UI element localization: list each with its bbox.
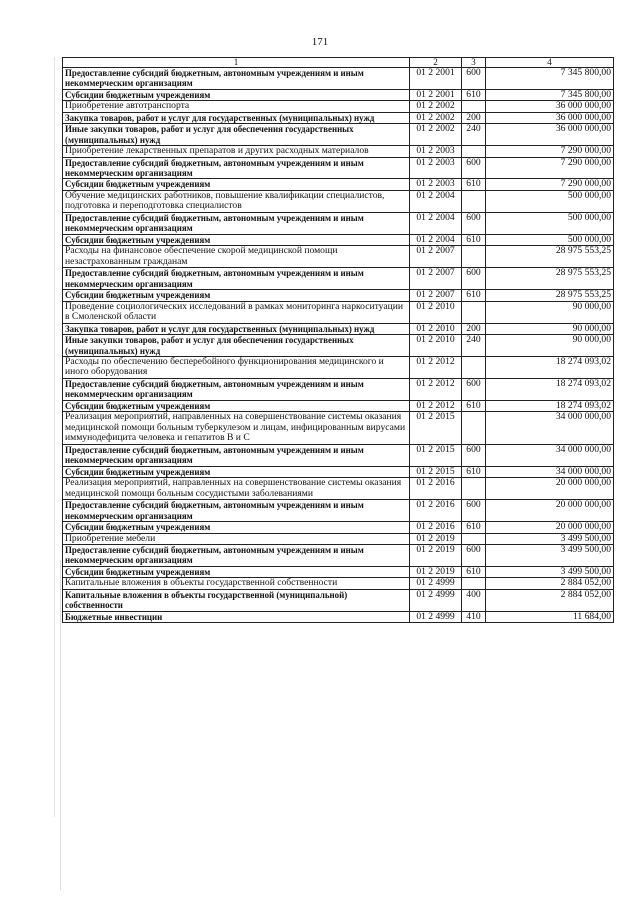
row-code-cell: 01 2 2003: [410, 157, 462, 179]
row-amount-cell: 11 684,00: [486, 611, 614, 623]
column-header-expense-type: 3: [462, 58, 486, 68]
table-row: [63, 356, 614, 378]
row-name-cell: Предоставление субсидий бюджетным, автономным учреждениям и иным некоммерческим организациям: [63, 212, 410, 234]
row-amount-cell: 34 000 000,00: [486, 445, 614, 467]
row-expense-type-cell: [462, 412, 486, 445]
row-amount-cell: 36 000 000,00: [486, 112, 614, 124]
row-code-cell: 01 2 2004: [410, 190, 462, 212]
row-name-cell: Предоставление субсидий бюджетным, автономным учреждениям и иным некоммерческим организациям: [63, 268, 410, 290]
row-expense-type-cell: 610: [462, 289, 486, 301]
row-amount-cell: 7 290 000,00: [486, 145, 614, 157]
row-code-cell: 01 2 2012: [410, 400, 462, 412]
page-number: 171: [311, 36, 329, 48]
table-row: [63, 301, 614, 323]
row-name-cell: Субсидии бюджетным учреждениям: [63, 466, 410, 478]
row-code-cell: 01 2 2010: [410, 323, 462, 335]
row-code-cell: 01 2 2019: [410, 566, 462, 578]
column-header-name: 1: [63, 58, 410, 68]
row-name-cell: Капитальные вложения в объекты государственной собственности: [63, 578, 410, 590]
row-expense-type-cell: [462, 356, 486, 378]
row-expense-type-cell: [462, 190, 486, 212]
row-amount-cell: 20 000 000,00: [486, 522, 614, 534]
table-row: [63, 545, 614, 567]
row-expense-type-cell: 240: [462, 335, 486, 357]
row-code-cell: 01 2 2001: [410, 89, 462, 101]
row-code-cell: 01 2 2007: [410, 289, 462, 301]
row-name-cell: Расходы по обеспечению бесперебойного функционирования медицинского и иного оборудования: [63, 356, 410, 378]
table-row: [63, 379, 614, 401]
row-code-cell: 01 2 2015: [410, 412, 462, 445]
row-name-cell: Бюджетные инвестиции: [63, 611, 410, 623]
row-name-cell: Приобретение мебели: [63, 533, 410, 545]
row-expense-type-cell: 610: [462, 566, 486, 578]
table-header-row: [63, 58, 614, 68]
row-expense-type-cell: 600: [462, 379, 486, 401]
table-row: [63, 323, 614, 335]
table-row: [63, 89, 614, 101]
row-name-cell: Обучение медицинских работников, повышение квалификации специалистов, подготовка и переподготовка специалистов: [63, 190, 410, 212]
row-expense-type-cell: 610: [462, 234, 486, 246]
row-name-cell: Проведение социологических исследований в рамках мониторинга наркоситуации в Смоленской области: [63, 301, 410, 323]
row-code-cell: 01 2 2016: [410, 500, 462, 522]
row-name-cell: Субсидии бюджетным учреждениям: [63, 89, 410, 101]
table-row: [63, 234, 614, 246]
row-name-cell: Субсидии бюджетным учреждениям: [63, 566, 410, 578]
row-name-cell: Приобретение лекарственных препаратов и других расходных материалов: [63, 145, 410, 157]
table-row: [63, 578, 614, 590]
table-row: [63, 478, 614, 500]
row-code-cell: 01 2 2012: [410, 379, 462, 401]
row-code-cell: 01 2 2003: [410, 145, 462, 157]
row-amount-cell: 3 499 500,00: [486, 566, 614, 578]
row-code-cell: 01 2 2012: [410, 356, 462, 378]
row-expense-type-cell: 600: [462, 157, 486, 179]
row-amount-cell: 7 290 000,00: [486, 179, 614, 191]
row-name-cell: Иные закупки товаров, работ и услуг для обеспечения государственных (муниципальных) нужд: [63, 335, 410, 357]
table-row: [63, 522, 614, 534]
row-code-cell: 01 2 4999: [410, 578, 462, 590]
row-amount-cell: 18 274 093,02: [486, 400, 614, 412]
row-code-cell: 01 2 2016: [410, 478, 462, 500]
row-expense-type-cell: 610: [462, 400, 486, 412]
column-header-code: 2: [410, 58, 462, 68]
row-code-cell: 01 2 2010: [410, 301, 462, 323]
row-expense-type-cell: [462, 301, 486, 323]
row-expense-type-cell: 600: [462, 268, 486, 290]
row-expense-type-cell: 200: [462, 323, 486, 335]
row-amount-cell: 2 884 052,00: [486, 589, 614, 611]
row-amount-cell: 7 290 000,00: [486, 157, 614, 179]
row-code-cell: 01 2 2004: [410, 234, 462, 246]
budget-table: [62, 57, 614, 623]
table-row: [63, 335, 614, 357]
row-name-cell: Капитальные вложения в объекты государственной (муниципальной) собственности: [63, 589, 410, 611]
row-amount-cell: 18 274 093,02: [486, 356, 614, 378]
row-code-cell: 01 2 2007: [410, 268, 462, 290]
row-name-cell: Реализация мероприятий, направленных на совершенствование системы оказания медицинской помощи больным туберкулезом и лицам, инфицированным вирусами иммунодефицита человека и гепатитов В и С: [63, 412, 410, 445]
row-code-cell: 01 2 2015: [410, 445, 462, 467]
row-amount-cell: 3 499 500,00: [486, 533, 614, 545]
row-name-cell: Субсидии бюджетным учреждениям: [63, 400, 410, 412]
row-amount-cell: 500 000,00: [486, 234, 614, 246]
row-name-cell: Предоставление субсидий бюджетным, автономным учреждениям и иным некоммерческим организациям: [63, 68, 410, 90]
table-row: [63, 500, 614, 522]
row-code-cell: 01 2 2016: [410, 522, 462, 534]
row-name-cell: Предоставление субсидий бюджетным, автономным учреждениям и иным некоммерческим организациям: [63, 545, 410, 567]
table-body: [63, 68, 614, 623]
row-code-cell: 01 2 2002: [410, 112, 462, 124]
row-amount-cell: 28 975 553,25: [486, 268, 614, 290]
row-amount-cell: 36 000 000,00: [486, 101, 614, 113]
row-expense-type-cell: 600: [462, 212, 486, 234]
row-expense-type-cell: 610: [462, 179, 486, 191]
row-expense-type-cell: 600: [462, 445, 486, 467]
row-amount-cell: 2 884 052,00: [486, 578, 614, 590]
table-row: [63, 466, 614, 478]
row-expense-type-cell: 600: [462, 500, 486, 522]
row-name-cell: Субсидии бюджетным учреждениям: [63, 289, 410, 301]
table-row: [63, 400, 614, 412]
row-code-cell: 01 2 2007: [410, 246, 462, 268]
table-row: [63, 145, 614, 157]
row-expense-type-cell: [462, 578, 486, 590]
row-name-cell: Приобретение автотранспорта: [63, 101, 410, 113]
table-row: [63, 268, 614, 290]
row-amount-cell: 18 274 093,02: [486, 379, 614, 401]
table-row: [63, 611, 614, 623]
row-expense-type-cell: 240: [462, 124, 486, 146]
row-code-cell: 01 2 2002: [410, 124, 462, 146]
row-name-cell: Субсидии бюджетным учреждениям: [63, 522, 410, 534]
row-code-cell: 01 2 2019: [410, 545, 462, 567]
row-name-cell: Расходы на финансовое обеспечение скорой медицинской помощи незастрахованным гражданам: [63, 246, 410, 268]
scan-shadow: [60, 560, 61, 890]
row-expense-type-cell: 600: [462, 68, 486, 90]
row-amount-cell: 20 000 000,00: [486, 500, 614, 522]
row-name-cell: Предоставление субсидий бюджетным, автономным учреждениям и иным некоммерческим организациям: [63, 445, 410, 467]
scan-shadow: [54, 57, 55, 817]
row-name-cell: Субсидии бюджетным учреждениям: [63, 179, 410, 191]
row-code-cell: 01 2 2001: [410, 68, 462, 90]
row-expense-type-cell: [462, 246, 486, 268]
row-code-cell: 01 2 2010: [410, 335, 462, 357]
table-row: [63, 566, 614, 578]
row-amount-cell: 34 000 000,00: [486, 412, 614, 445]
row-name-cell: Предоставление субсидий бюджетным, автономным учреждениям и иным некоммерческим организациям: [63, 379, 410, 401]
table-row: [63, 246, 614, 268]
row-expense-type-cell: [462, 478, 486, 500]
row-code-cell: 01 2 2002: [410, 101, 462, 113]
table-row: [63, 68, 614, 90]
table-row: [63, 289, 614, 301]
table-row: [63, 112, 614, 124]
row-expense-type-cell: [462, 533, 486, 545]
table-row: [63, 212, 614, 234]
row-amount-cell: 28 975 553,25: [486, 289, 614, 301]
row-expense-type-cell: 400: [462, 589, 486, 611]
row-expense-type-cell: 610: [462, 466, 486, 478]
row-name-cell: Субсидии бюджетным учреждениям: [63, 234, 410, 246]
row-name-cell: Иные закупки товаров, работ и услуг для обеспечения государственных (муниципальных) нужд: [63, 124, 410, 146]
table-row: [63, 533, 614, 545]
table-row: [63, 412, 614, 445]
row-expense-type-cell: 200: [462, 112, 486, 124]
row-amount-cell: 90 000,00: [486, 301, 614, 323]
row-code-cell: 01 2 4999: [410, 589, 462, 611]
row-code-cell: 01 2 4999: [410, 611, 462, 623]
row-expense-type-cell: [462, 145, 486, 157]
table-row: [63, 445, 614, 467]
table-row: [63, 190, 614, 212]
row-code-cell: 01 2 2004: [410, 212, 462, 234]
row-name-cell: Закупка товаров, работ и услуг для государственных (муниципальных) нужд: [63, 323, 410, 335]
table-row: [63, 179, 614, 191]
row-amount-cell: 90 000,00: [486, 323, 614, 335]
row-amount-cell: 90 000,00: [486, 335, 614, 357]
column-header-amount: 4: [486, 58, 614, 68]
row-amount-cell: 7 345 800,00: [486, 68, 614, 90]
row-expense-type-cell: 610: [462, 89, 486, 101]
row-expense-type-cell: [462, 101, 486, 113]
row-amount-cell: 3 499 500,00: [486, 545, 614, 567]
row-amount-cell: 34 000 000,00: [486, 466, 614, 478]
row-amount-cell: 500 000,00: [486, 190, 614, 212]
row-expense-type-cell: 600: [462, 545, 486, 567]
row-expense-type-cell: 410: [462, 611, 486, 623]
table-row: [63, 124, 614, 146]
row-name-cell: Реализация мероприятий, направленных на совершенствование системы оказания медицинской помощи больным сосудистыми заболеваниями: [63, 478, 410, 500]
row-code-cell: 01 2 2003: [410, 179, 462, 191]
row-name-cell: Предоставление субсидий бюджетным, автономным учреждениям и иным некоммерческим организациям: [63, 157, 410, 179]
row-amount-cell: 7 345 800,00: [486, 89, 614, 101]
row-amount-cell: 28 975 553,25: [486, 246, 614, 268]
row-amount-cell: 500 000,00: [486, 212, 614, 234]
row-name-cell: Предоставление субсидий бюджетным, автономным учреждениям и иным некоммерческим организациям: [63, 500, 410, 522]
row-name-cell: Закупка товаров, работ и услуг для государственных (муниципальных) нужд: [63, 112, 410, 124]
table-row: [63, 589, 614, 611]
row-code-cell: 01 2 2015: [410, 466, 462, 478]
row-amount-cell: 36 000 000,00: [486, 124, 614, 146]
row-amount-cell: 20 000 000,00: [486, 478, 614, 500]
row-expense-type-cell: 610: [462, 522, 486, 534]
row-code-cell: 01 2 2019: [410, 533, 462, 545]
table-row: [63, 101, 614, 113]
table-row: [63, 157, 614, 179]
